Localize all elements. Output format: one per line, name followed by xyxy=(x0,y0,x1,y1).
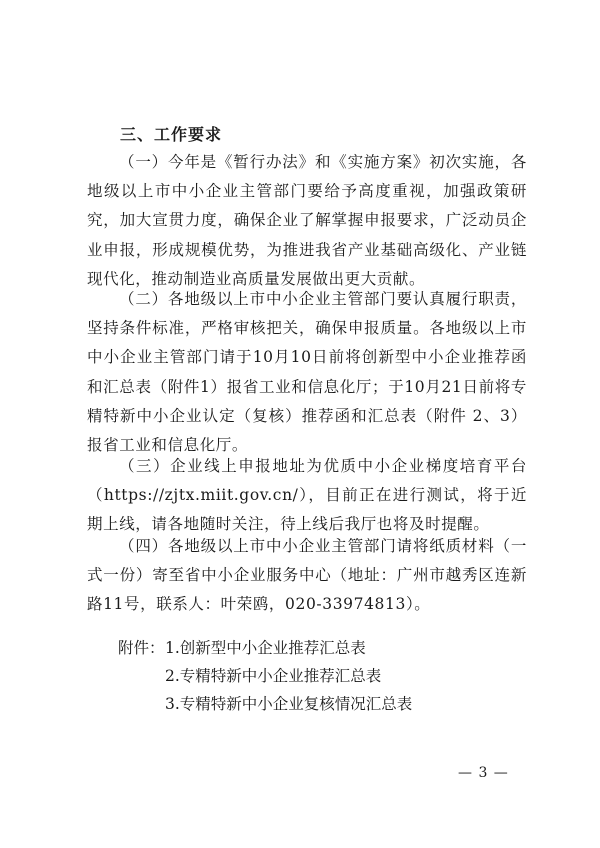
attachment-item xyxy=(118,690,412,718)
paragraph-3: （三）企业线上申报地址为优质中小企业梯度培育平台（https://zjtx.miit.gov.cn/），目前正在进行测试，将于近期上线，请各地随时关注，待上线后我厅也将及时提醒。 xyxy=(87,457,527,534)
attachment-3: 3.专精特新中小企业复核情况汇总表 xyxy=(165,695,413,713)
attachments-label: 附件： xyxy=(118,639,165,657)
section-heading: 三、工作要求 xyxy=(120,125,223,144)
attachment-item xyxy=(118,634,412,662)
attachment-item xyxy=(118,662,412,690)
attachment-1: 1.创新型中小企业推荐汇总表 xyxy=(165,639,366,657)
paragraph-4: （四）各地级以上市中小企业主管部门请将纸质材料（一式一份）寄至省中小企业服务中心（地址：广州市越秀区连新路11号，联系人：叶荣鸥，020-33974813）。 xyxy=(87,537,527,614)
attachment-2: 2.专精特新中小企业推荐汇总表 xyxy=(165,667,382,685)
paragraph-2: （二）各地级以上市中小企业主管部门要认真履行职责，坚持条件标准，严格审核把关，确保申报质量。各地级以上市中小企业主管部门请于10月10日前将创新型中小企业推荐函和汇总表（附件1）报省工业和信息化厅；于10月21日前将专精特新中小企业认定（复核）推荐函和汇总表（附件 2、3）报省工业和信息化厅。 xyxy=(87,290,527,455)
page-number: — 3 — xyxy=(458,765,509,781)
attachments-list xyxy=(118,634,412,718)
paragraph-1: （一）今年是《暂行办法》和《实施方案》初次实施，各地级以上市中小企业主管部门要给予高度重视，加强政策研究，加大宣贯力度，确保企业了解掌握申报要求，广泛动员企业申报，形成规模优势，为推进我省产业基础高级化、产业链现代化，推动制造业高质量发展做出更大贡献。 xyxy=(87,153,527,288)
